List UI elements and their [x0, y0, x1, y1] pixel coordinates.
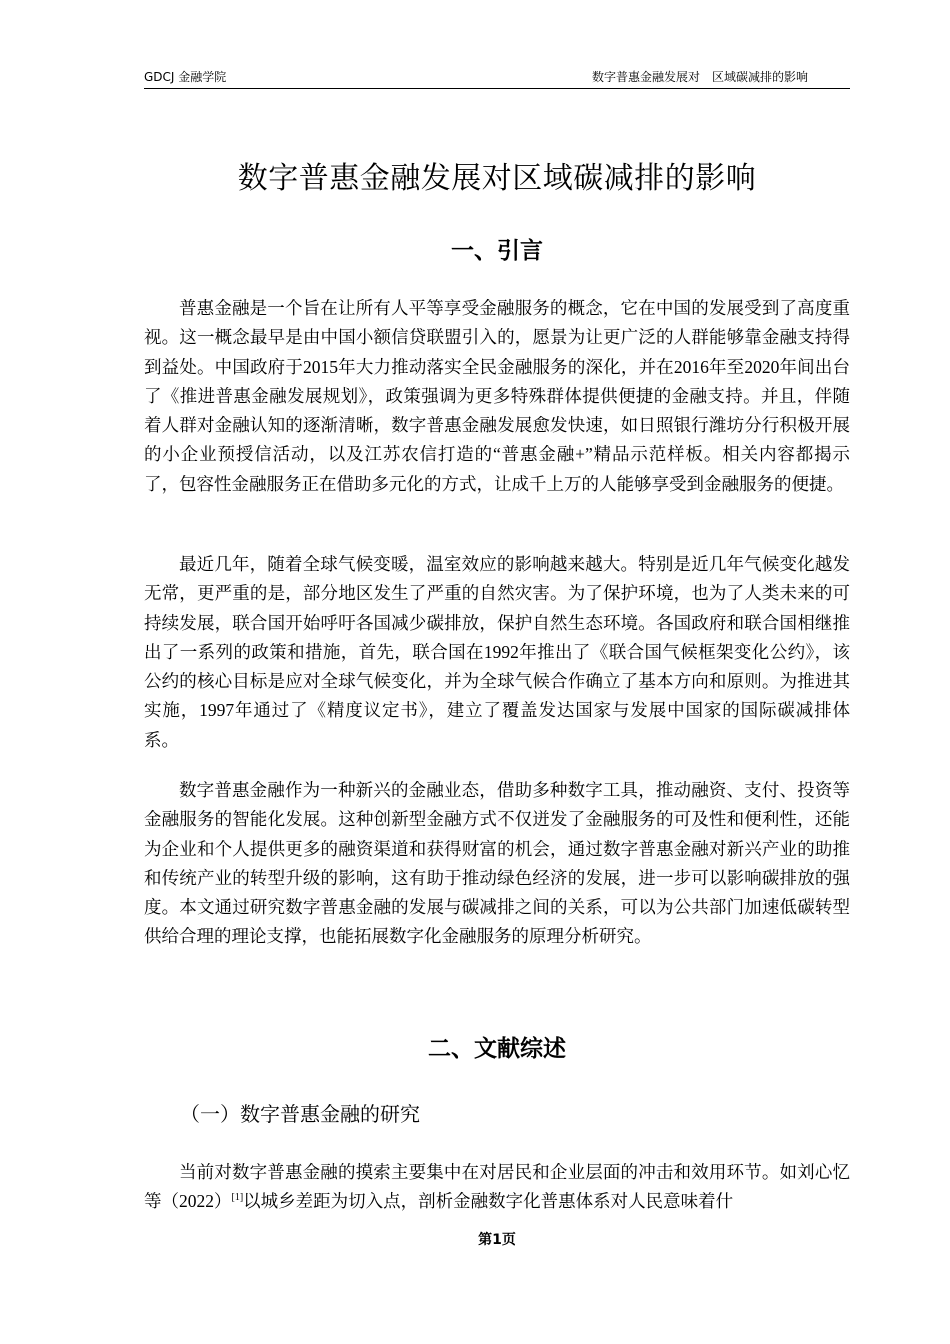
intro-paragraph-3: 数字普惠金融作为一种新兴的金融业态，借助多种数字工具，推动融资、支付、投资等金融服务的智能化发展。这种创新型金融方式不仅迸发了金融服务的可及性和便利性，还能为企业和个人提供更多的融资渠道和获得财富的机会，通过数字普惠金融对新兴产业的助推和传统产业的转型升级的影响，这有助于推动绿色经济的发展，进一步可以影响碳排放的强度。本文通过研究数字普惠金融的发展与碳减排之间的关系，可以为公共部门加速低碳转型供给合理的理论支撑，也能拓展数字化金融服务的原理分析研究。: [144, 780, 850, 947]
document-title: 数字普惠金融发展对区域碳减排的影响: [237, 161, 757, 196]
header-left: GDCJ 金融学院: [144, 70, 227, 84]
section-heading-intro: 一、引言: [451, 238, 543, 264]
subsection-heading-digital-finance: （一）数字普惠金融的研究: [180, 1102, 420, 1126]
literature-text-a: 当前对数字普惠金融的摸索主要集中在对居民和企业层面的冲击和效用环节。如刘心忆等（2022）: [144, 1162, 850, 1212]
header-right: 数字普惠金融发展对 区域碳减排的影响: [591, 70, 808, 84]
citation-ref-1[interactable]: [1]: [231, 1192, 244, 1204]
page-header: [144, 66, 850, 89]
intro-paragraph-2: 最近几年，随着全球气候变暖，温室效应的影响越来越大。特别是近几年气候变化越发无常，更严重的是，部分地区发生了严重的自然灾害。为了保护环境，也为了人类未来的可持续发展，联合国开始呼吁各国减少碳排放，保护自然生态环境。各国政府和联合国相继推出了一系列的政策和措施，首先，联合国在1992年推出了《联合国气候框架变化公约》，该公约的核心目标是应对全球气候变化，并为全球气候合作确立了基本方向和原则。为推进其实施，1997年通过了《精度议定书》，建立了覆盖发达国家与发展中国家的国际碳减排体系。: [144, 554, 850, 750]
literature-text-b: 以城乡差距为切入点，剖析金融数字化普惠体系对人民意味着什: [243, 1191, 734, 1212]
intro-paragraph-1: 普惠金融是一个旨在让所有人平等享受金融服务的概念，它在中国的发展受到了高度重视。这一概念最早是由中国小额信贷联盟引入的，愿景为让更广泛的人群能够靠金融支持得到益处。中国政府于2015年大力推动落实全民金融服务的深化，并在2016年至2020年间出台了《推进普惠金融发展规划》，政策强调为更多特殊群体提供便捷的金融支持。并且，伴随着人群对金融认知的逐渐清晰，数字普惠金融发展愈发快速，如日照银行潍坊分行积极开展的小企业预授信活动，以及江苏农信打造的“普惠金融+”精品示范样板。相关内容都揭示了，包容性金融服务正在借助多元化的方式，让成千上万的人能够享受到金融服务的便捷。: [144, 298, 850, 494]
page-number: 第1页: [478, 1232, 516, 1248]
section-heading-literature: 二、文献综述: [428, 1036, 566, 1062]
literature-paragraph-1: [144, 1158, 850, 1217]
